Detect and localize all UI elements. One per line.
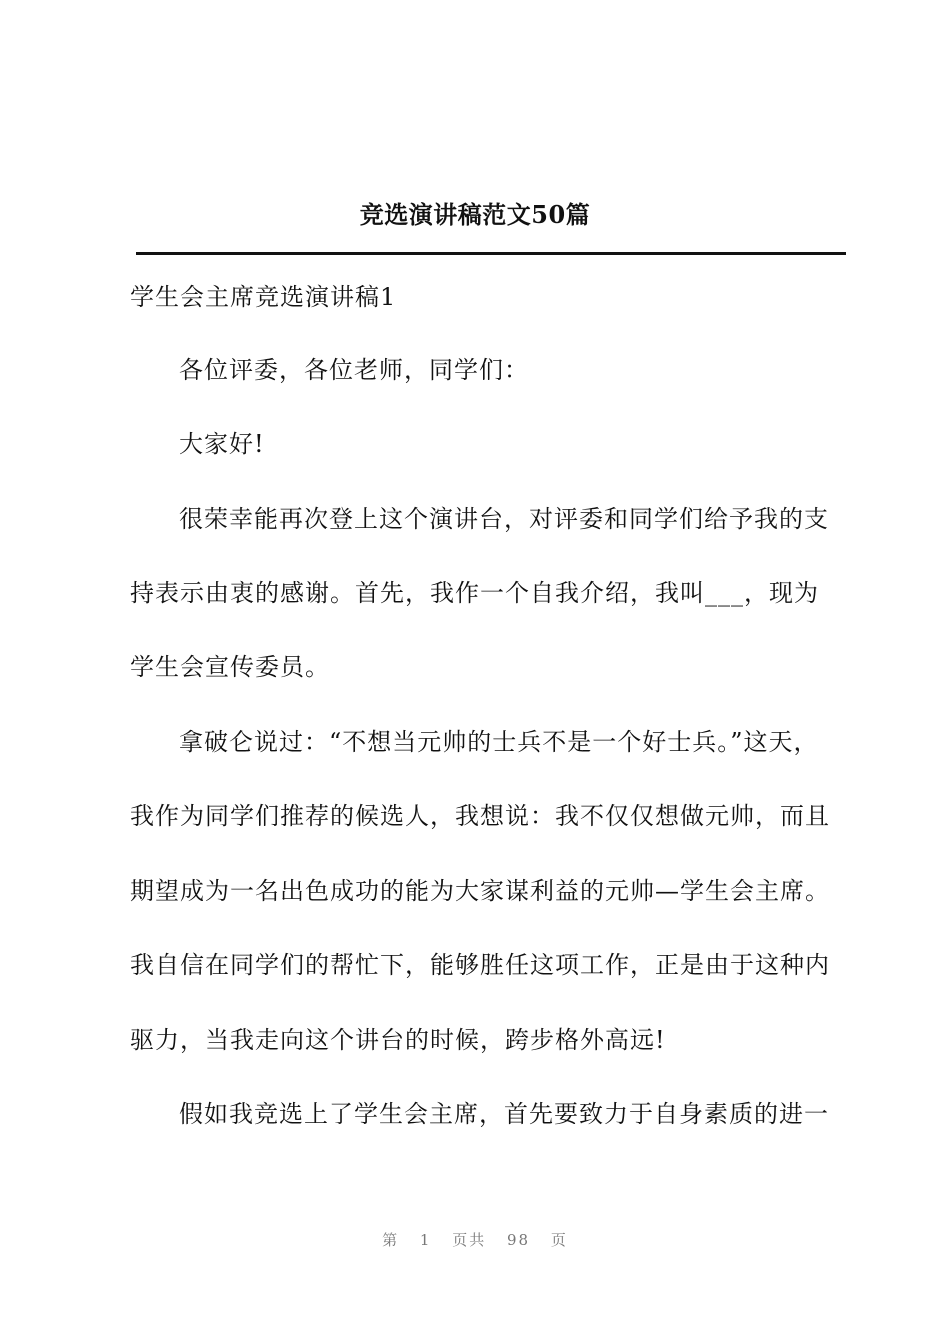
paragraph-line: 我作为同学们推荐的候选人，我想说：我不仅仅想做元帅，而且 [130, 802, 830, 830]
page-footer [0, 1228, 950, 1252]
paragraph-line: 大家好! [179, 430, 265, 458]
page-title: 竞选演讲稿范文50篇 [359, 200, 591, 229]
paragraph-line: 拿破仑说过：“不想当元帅的士兵不是一个好士兵。”这天， [179, 728, 819, 756]
paragraph-line: 驱力，当我走向这个讲台的时候，跨步格外高远! [130, 1026, 666, 1054]
page-number: 1 [419, 1231, 432, 1249]
section-heading: 学生会主席竞选演讲稿1 [130, 283, 397, 311]
footer-prefix: 第 [382, 1231, 400, 1249]
paragraph-line: 我自信在同学们的帮忙下，能够胜任这项工作，正是由于这种内 [130, 951, 830, 979]
footer-mid: 页共 [452, 1231, 487, 1249]
paragraph-line: 持表示由衷的感谢。首先，我作一个自我介绍，我叫___，现为 [130, 579, 819, 607]
paragraph-line: 期望成为一名出色成功的能为大家谋利益的元帅—学生会主席。 [130, 877, 830, 905]
paragraph-line: 很荣幸能再次登上这个演讲台，对评委和同学们给予我的支 [179, 505, 829, 533]
paragraph-line: 学生会宣传委员。 [130, 653, 330, 681]
footer-suffix: 页 [550, 1231, 568, 1249]
paragraph-line: 各位评委，各位老师，同学们： [179, 356, 529, 384]
total-pages: 98 [507, 1231, 531, 1249]
title-divider [136, 252, 846, 255]
paragraph-line: 假如我竞选上了学生会主席，首先要致力于自身素质的进一 [179, 1100, 829, 1128]
